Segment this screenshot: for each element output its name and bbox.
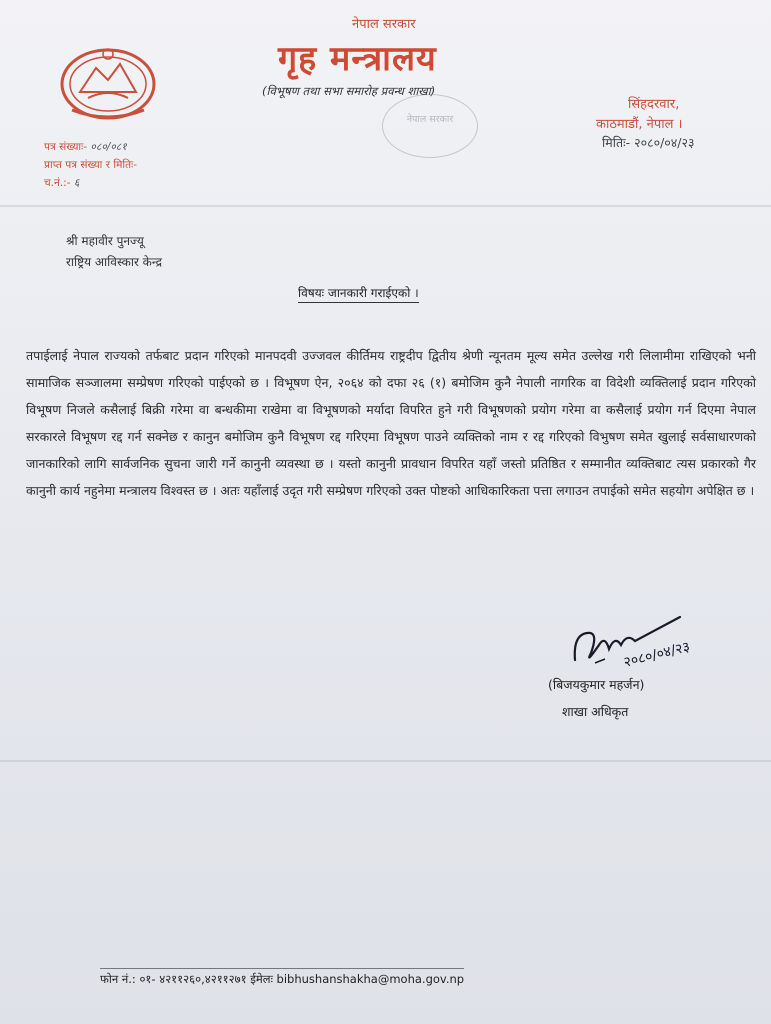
recipient-name: श्री महावीर पुनज्यू	[66, 234, 144, 248]
address-line-2: काठमाडौं, नेपाल ।	[596, 117, 683, 132]
letter-subject: विषयः जानकारी गराईएको ।	[298, 284, 419, 303]
letter-date: मितिः- २०८०/०४/२३	[602, 135, 695, 150]
paper-fold	[0, 205, 771, 207]
handwritten-signature-icon	[565, 605, 735, 675]
letter-number-label: पत्र संख्याः-	[44, 141, 88, 153]
recipient-org: राष्ट्रिय आविस्कार केन्द्र	[66, 255, 162, 269]
received-label: प्राप्त पत्र संख्या र मितिः-	[44, 159, 137, 171]
dispatch-value: ६	[73, 177, 80, 189]
stamp-text: नेपाल सरकार	[406, 114, 454, 125]
ministry-title: गृह मन्त्रालय	[278, 39, 437, 79]
received-letter-info	[44, 158, 137, 172]
dispatch-label: च.नं.:-	[44, 177, 71, 189]
signature-date: २०८०/०४/२३	[622, 638, 692, 671]
paper-fold	[0, 760, 771, 762]
signer-title: शाखा अधिकृत	[562, 704, 629, 719]
division-subtitle: (विभूषण तथा सभा समारोह प्रवन्ध शाखा)	[262, 84, 436, 98]
letter-number	[44, 140, 127, 154]
office-stamp	[382, 94, 478, 158]
letter-number-value: ०८०/०८१	[90, 141, 127, 153]
letter-body: तपाईलाई नेपाल राज्यको तर्फबाट प्रदान गरिएको मानपदवी उज्जवल कीर्तिमय राष्ट्रदीप द्वितीय श्रेणी न्यूनतम मूल्य समेत उल्लेख गरी लिलामीमा राखिएको भनी सामाजिक सञ्जालमा सम्प्रेषण गरिएको पाईएको छ । विभूषण ऐन, २०६४ को दफा २६ (१) बमोजिम कुनै नेपाली नागरिक वा विदेशी व्यक्तिलाई प्रदान गरिएको विभूषण निजले कसैलाई बिक्री गरेमा वा बन्धकीमा राखेमा वा विभूषणको मर्यादा विपरित हुने गरी विभूषणको प्रयोग गरेमा वा कसैलाई प्रयोग गर्न दिएमा नेपाल सरकारले विभूषण रद्द गर्न सक्नेछ र कानुन बमोजिम कुनै विभूषण रद्द गरिएमा विभूषण पाउने व्यक्तिको नाम र रद्द गरिएको विभुषण समेत खुलाई सर्वसाधारणको जानकारिको लागि सार्वजनिक सुचना जारी गर्ने कानुनी व्यवस्था छ । यस्तो कानुनी प्रावधान विपरित यहाँ जस्तो प्रतिष्ठित र सम्मानीत व्यक्तिबाट त्यस प्रकारको गैर कानुनी कार्य नहुनेमा मन्त्रालय विश्वस्त छ । अतः यहाँलाई उदृत गरी सम्प्रेषण गरिएको उक्त पोष्टको आधिकारिकता पत्ता लगाउन तपाईको समेत सहयोग अपेक्षित छ ।	[26, 348, 756, 498]
address-line-1: सिंहदरवार,	[628, 97, 680, 112]
government-label: नेपाल सरकार	[352, 17, 416, 32]
footer-contact: फोन नं.: ०१- ४२११२६०,४२११२७१ ईमेलः bibhushanshakha@moha.gov.np	[100, 968, 464, 987]
dispatch-number	[44, 176, 79, 190]
nepal-emblem-icon	[58, 42, 158, 122]
signer-name: (बिजयकुमार महर्जन)	[548, 677, 645, 692]
